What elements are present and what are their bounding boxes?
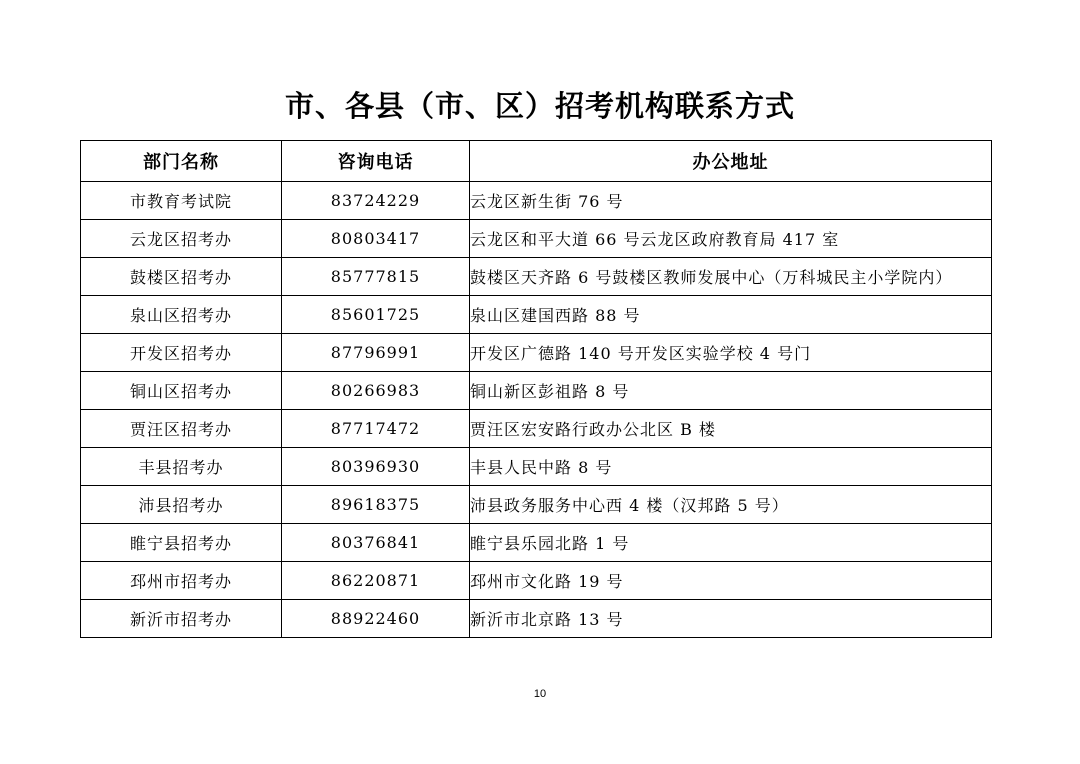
dept-name-cell: 丰县招考办 [81,448,282,486]
address-cell: 开发区广德路 140 号开发区实验学校 4 号门 [470,334,992,372]
table-row [81,220,992,258]
address-cell: 新沂市北京路 13 号 [470,600,992,638]
header-dept-name: 部门名称 [81,141,282,182]
address-cell: 云龙区和平大道 66 号云龙区政府教育局 417 室 [470,220,992,258]
table-body [81,182,992,638]
table-header [81,141,992,182]
phone-cell: 80266983 [282,372,470,410]
address-cell: 云龙区新生街 76 号 [470,182,992,220]
dept-name-cell: 开发区招考办 [81,334,282,372]
page-number: 10 [533,688,547,700]
dept-name-cell: 新沂市招考办 [81,600,282,638]
dept-name-cell: 沛县招考办 [81,486,282,524]
dept-name-cell: 睢宁县招考办 [81,524,282,562]
header-phone: 咨询电话 [282,141,470,182]
table-row [81,448,992,486]
phone-cell: 80803417 [282,220,470,258]
address-cell: 邳州市文化路 19 号 [470,562,992,600]
table-row [81,334,992,372]
phone-cell: 87717472 [282,410,470,448]
address-cell: 泉山区建国西路 88 号 [470,296,992,334]
address-cell: 鼓楼区天齐路 6 号鼓楼区教师发展中心（万科城民主小学院内） [470,258,992,296]
phone-cell: 85777815 [282,258,470,296]
dept-name-cell: 邳州市招考办 [81,562,282,600]
dept-name-cell: 市教育考试院 [81,182,282,220]
phone-cell: 85601725 [282,296,470,334]
dept-name-cell: 贾汪区招考办 [81,410,282,448]
address-cell: 铜山新区彭祖路 8 号 [470,372,992,410]
phone-cell: 80396930 [282,448,470,486]
table-row [81,372,992,410]
contacts-table [80,140,992,638]
phone-cell: 80376841 [282,524,470,562]
header-address: 办公地址 [470,141,992,182]
address-cell: 睢宁县乐园北路 1 号 [470,524,992,562]
table-row [81,182,992,220]
header-row [81,141,992,182]
phone-cell: 87796991 [282,334,470,372]
dept-name-cell: 鼓楼区招考办 [81,258,282,296]
page-title: 市、各县（市、区）招考机构联系方式 [284,89,795,123]
table-row [81,562,992,600]
dept-name-cell: 泉山区招考办 [81,296,282,334]
table-row [81,524,992,562]
phone-cell: 88922460 [282,600,470,638]
table-row [81,258,992,296]
address-cell: 丰县人民中路 8 号 [470,448,992,486]
table-row [81,600,992,638]
table-row [81,296,992,334]
table-row [81,410,992,448]
dept-name-cell: 云龙区招考办 [81,220,282,258]
dept-name-cell: 铜山区招考办 [81,372,282,410]
phone-cell: 86220871 [282,562,470,600]
phone-cell: 89618375 [282,486,470,524]
address-cell: 贾汪区宏安路行政办公北区 B 楼 [470,410,992,448]
table-row [81,486,992,524]
phone-cell: 83724229 [282,182,470,220]
address-cell: 沛县政务服务中心西 4 楼（汉邦路 5 号） [470,486,992,524]
